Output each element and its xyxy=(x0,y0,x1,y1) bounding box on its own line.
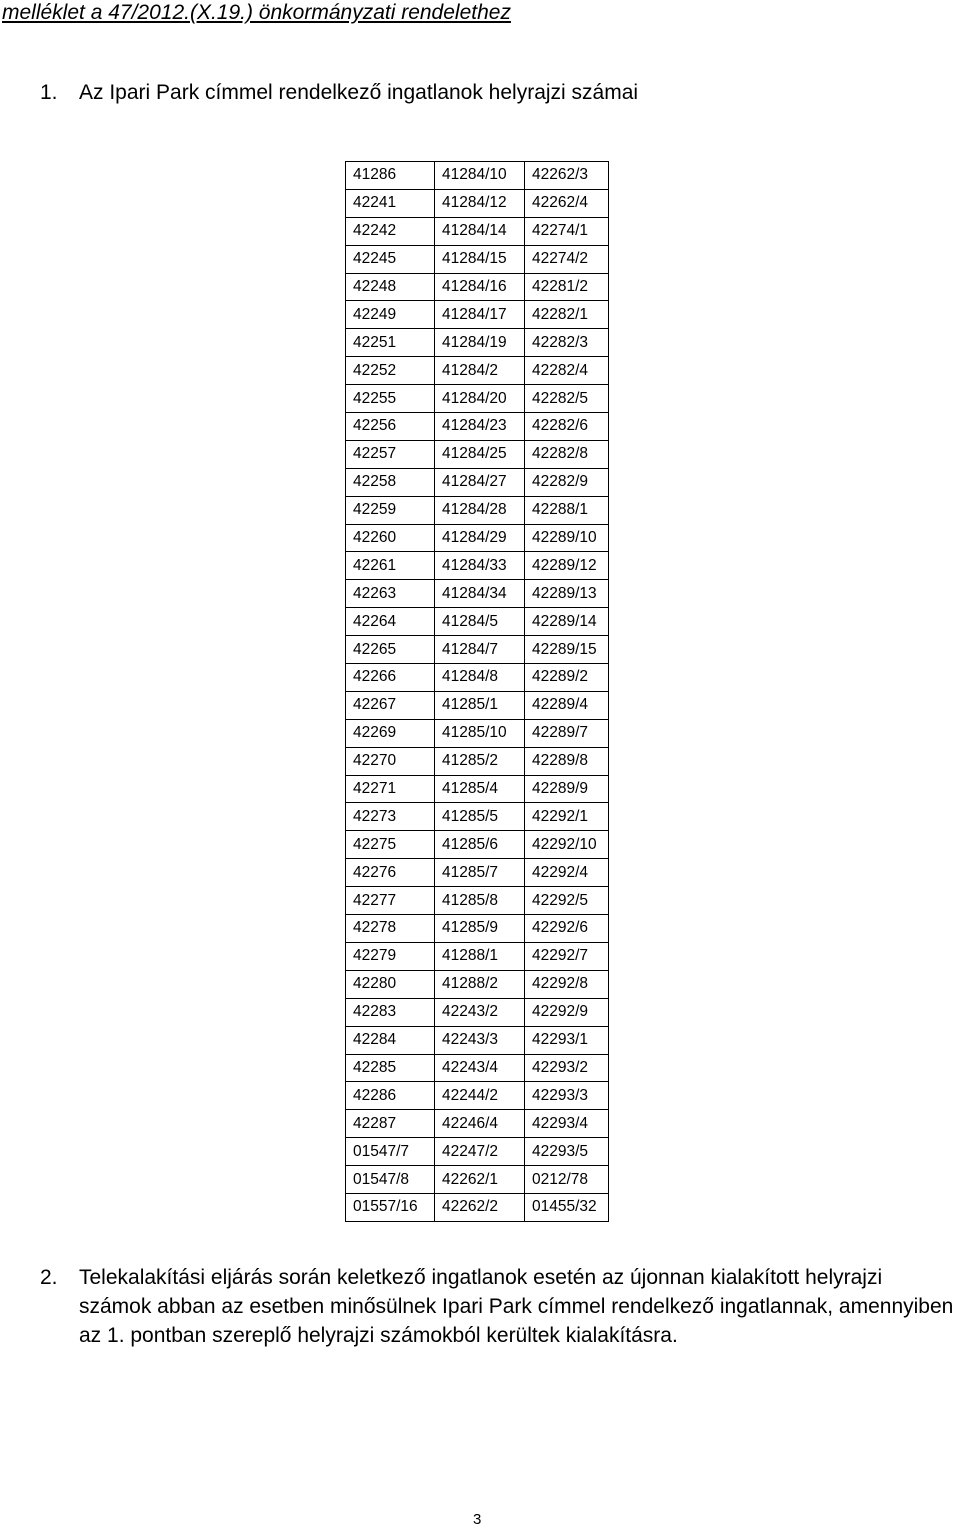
table-cell: 42259 xyxy=(346,496,435,524)
table-cell: 01557/16 xyxy=(346,1193,435,1221)
table-cell: 42271 xyxy=(346,775,435,803)
table-cell: 42276 xyxy=(346,859,435,887)
table-row xyxy=(346,636,609,664)
table-cell: 42283 xyxy=(346,998,435,1026)
table-cell: 42292/9 xyxy=(525,998,609,1026)
table-cell: 42280 xyxy=(346,970,435,998)
table-cell: 41284/23 xyxy=(435,413,525,441)
table-cell: 42282/1 xyxy=(525,301,609,329)
table-cell: 41284/2 xyxy=(435,357,525,385)
table-cell: 41285/8 xyxy=(435,887,525,915)
table-cell: 42289/8 xyxy=(525,747,609,775)
table-cell: 41285/6 xyxy=(435,831,525,859)
table-cell: 42247/2 xyxy=(435,1138,525,1166)
table-cell: 42293/5 xyxy=(525,1138,609,1166)
table-row xyxy=(346,468,609,496)
table-row xyxy=(346,440,609,468)
table-cell: 42282/6 xyxy=(525,413,609,441)
table-row xyxy=(346,1110,609,1138)
table-cell: 42281/2 xyxy=(525,273,609,301)
table-cell: 42258 xyxy=(346,468,435,496)
table-row xyxy=(346,217,609,245)
table-cell: 42262/1 xyxy=(435,1166,525,1194)
table-cell: 42269 xyxy=(346,719,435,747)
table-cell: 42275 xyxy=(346,831,435,859)
table-cell: 42274/2 xyxy=(525,245,609,273)
table-cell: 42287 xyxy=(346,1110,435,1138)
table-row xyxy=(346,1026,609,1054)
table-cell: 41285/1 xyxy=(435,691,525,719)
table-cell: 42293/1 xyxy=(525,1026,609,1054)
table-cell: 42289/10 xyxy=(525,524,609,552)
table-row xyxy=(346,524,609,552)
table-cell: 42246/4 xyxy=(435,1110,525,1138)
table-cell: 42260 xyxy=(346,524,435,552)
table-cell: 41286 xyxy=(346,162,435,190)
table-cell: 42292/8 xyxy=(525,970,609,998)
table-row xyxy=(346,162,609,190)
table-cell: 41285/5 xyxy=(435,803,525,831)
table-cell: 42274/1 xyxy=(525,217,609,245)
table-cell: 42292/6 xyxy=(525,915,609,943)
table-cell: 42267 xyxy=(346,691,435,719)
section-2-text: Telekalakítási eljárás során keletkező ingatlanok esetén az újonnan kialakított helyrajzi számok abban az esetben minősülnek Ipari Park címmel rendelkező ingatlannak, amennyiben az 1. pontban szereplő helyrajzi számokból kerültek kialakításra. xyxy=(79,1266,954,1347)
table-cell: 41285/9 xyxy=(435,915,525,943)
table-row xyxy=(346,747,609,775)
table-cell: 42242 xyxy=(346,217,435,245)
table-row xyxy=(346,413,609,441)
table-cell: 41284/7 xyxy=(435,636,525,664)
table-row xyxy=(346,273,609,301)
table-row xyxy=(346,887,609,915)
table-cell: 42282/4 xyxy=(525,357,609,385)
table-cell: 42241 xyxy=(346,189,435,217)
table-row xyxy=(346,803,609,831)
table-row xyxy=(346,1193,609,1221)
table-cell: 42289/15 xyxy=(525,636,609,664)
annex-header: melléklet a 47/2012.(X.19.) önkormányzati rendelethez xyxy=(2,1,511,24)
table-cell: 01547/8 xyxy=(346,1166,435,1194)
table-cell: 42277 xyxy=(346,887,435,915)
table-row xyxy=(346,691,609,719)
table-cell: 01455/32 xyxy=(525,1193,609,1221)
table-row xyxy=(346,301,609,329)
table-cell: 42265 xyxy=(346,636,435,664)
table-cell: 41284/5 xyxy=(435,608,525,636)
table-cell: 41285/2 xyxy=(435,747,525,775)
table-row xyxy=(346,998,609,1026)
table-cell: 42273 xyxy=(346,803,435,831)
table-cell: 42289/14 xyxy=(525,608,609,636)
table-cell: 42293/2 xyxy=(525,1054,609,1082)
table-cell: 42292/1 xyxy=(525,803,609,831)
table-cell: 42292/5 xyxy=(525,887,609,915)
table-cell: 41284/14 xyxy=(435,217,525,245)
table-cell: 41284/17 xyxy=(435,301,525,329)
table-cell: 42249 xyxy=(346,301,435,329)
section-2-number: 2. xyxy=(40,1266,58,1289)
table-row xyxy=(346,942,609,970)
section-1-title: Az Ipari Park címmel rendelkező ingatlanok helyrajzi számai xyxy=(79,81,639,104)
table-row xyxy=(346,385,609,413)
table-cell: 41285/10 xyxy=(435,719,525,747)
table-cell: 42243/4 xyxy=(435,1054,525,1082)
table-cell: 41284/19 xyxy=(435,329,525,357)
table-cell: 41284/8 xyxy=(435,664,525,692)
table-cell: 41285/7 xyxy=(435,859,525,887)
table-cell: 41288/1 xyxy=(435,942,525,970)
table-cell: 42282/3 xyxy=(525,329,609,357)
table-row xyxy=(346,1166,609,1194)
table-cell: 42251 xyxy=(346,329,435,357)
table-cell: 42255 xyxy=(346,385,435,413)
table-row xyxy=(346,496,609,524)
table-cell: 42243/2 xyxy=(435,998,525,1026)
table-cell: 42292/10 xyxy=(525,831,609,859)
table-cell: 01547/7 xyxy=(346,1138,435,1166)
table-cell: 42289/9 xyxy=(525,775,609,803)
table-cell: 42289/13 xyxy=(525,580,609,608)
table-row xyxy=(346,1082,609,1110)
table-cell: 42293/3 xyxy=(525,1082,609,1110)
table-row xyxy=(346,859,609,887)
table-cell: 42248 xyxy=(346,273,435,301)
section-1-heading xyxy=(40,80,638,106)
table-cell: 42244/2 xyxy=(435,1082,525,1110)
table-cell: 41284/28 xyxy=(435,496,525,524)
table-row xyxy=(346,719,609,747)
table-cell: 41284/15 xyxy=(435,245,525,273)
table-cell: 41284/10 xyxy=(435,162,525,190)
table-cell: 42262/2 xyxy=(435,1193,525,1221)
table-cell: 42282/8 xyxy=(525,440,609,468)
table-cell: 42292/7 xyxy=(525,942,609,970)
table-cell: 42262/3 xyxy=(525,162,609,190)
page-number: 3 xyxy=(473,1511,482,1528)
table-cell: 42261 xyxy=(346,552,435,580)
table-cell: 42285 xyxy=(346,1054,435,1082)
table-cell: 41284/25 xyxy=(435,440,525,468)
table-cell: 41284/20 xyxy=(435,385,525,413)
table-cell: 41285/4 xyxy=(435,775,525,803)
table-cell: 42270 xyxy=(346,747,435,775)
section-2-paragraph xyxy=(40,1263,960,1350)
table-cell: 42256 xyxy=(346,413,435,441)
table-cell: 41288/2 xyxy=(435,970,525,998)
table-row xyxy=(346,608,609,636)
table-cell: 42264 xyxy=(346,608,435,636)
table-cell: 42279 xyxy=(346,942,435,970)
table-cell: 41284/34 xyxy=(435,580,525,608)
table-cell: 42289/4 xyxy=(525,691,609,719)
table-cell: 42289/2 xyxy=(525,664,609,692)
table-cell: 42282/9 xyxy=(525,468,609,496)
table-cell: 42263 xyxy=(346,580,435,608)
table-cell: 41284/12 xyxy=(435,189,525,217)
table-row xyxy=(346,189,609,217)
table-cell: 42292/4 xyxy=(525,859,609,887)
table-row xyxy=(346,580,609,608)
table-row xyxy=(346,1054,609,1082)
table-cell: 0212/78 xyxy=(525,1166,609,1194)
section-1-number: 1. xyxy=(40,81,58,104)
table-row xyxy=(346,915,609,943)
table-row xyxy=(346,245,609,273)
table-row xyxy=(346,357,609,385)
table-cell: 41284/33 xyxy=(435,552,525,580)
table-cell: 42289/12 xyxy=(525,552,609,580)
table-cell: 42278 xyxy=(346,915,435,943)
table-row xyxy=(346,664,609,692)
table-cell: 42252 xyxy=(346,357,435,385)
table-cell: 42257 xyxy=(346,440,435,468)
table-cell: 42243/3 xyxy=(435,1026,525,1054)
table-row xyxy=(346,831,609,859)
table-cell: 42245 xyxy=(346,245,435,273)
table-cell: 42286 xyxy=(346,1082,435,1110)
table-row xyxy=(346,552,609,580)
table-cell: 42293/4 xyxy=(525,1110,609,1138)
table-cell: 42288/1 xyxy=(525,496,609,524)
table-cell: 42284 xyxy=(346,1026,435,1054)
table-cell: 41284/29 xyxy=(435,524,525,552)
table-cell: 42262/4 xyxy=(525,189,609,217)
table-row xyxy=(346,970,609,998)
table-cell: 42266 xyxy=(346,664,435,692)
table-cell: 42289/7 xyxy=(525,719,609,747)
table-row xyxy=(346,329,609,357)
table-cell: 42282/5 xyxy=(525,385,609,413)
parcel-number-table xyxy=(345,161,609,1222)
table-row xyxy=(346,775,609,803)
table-cell: 41284/27 xyxy=(435,468,525,496)
table-row xyxy=(346,1138,609,1166)
parcel-table-body xyxy=(346,162,609,1222)
table-cell: 41284/16 xyxy=(435,273,525,301)
